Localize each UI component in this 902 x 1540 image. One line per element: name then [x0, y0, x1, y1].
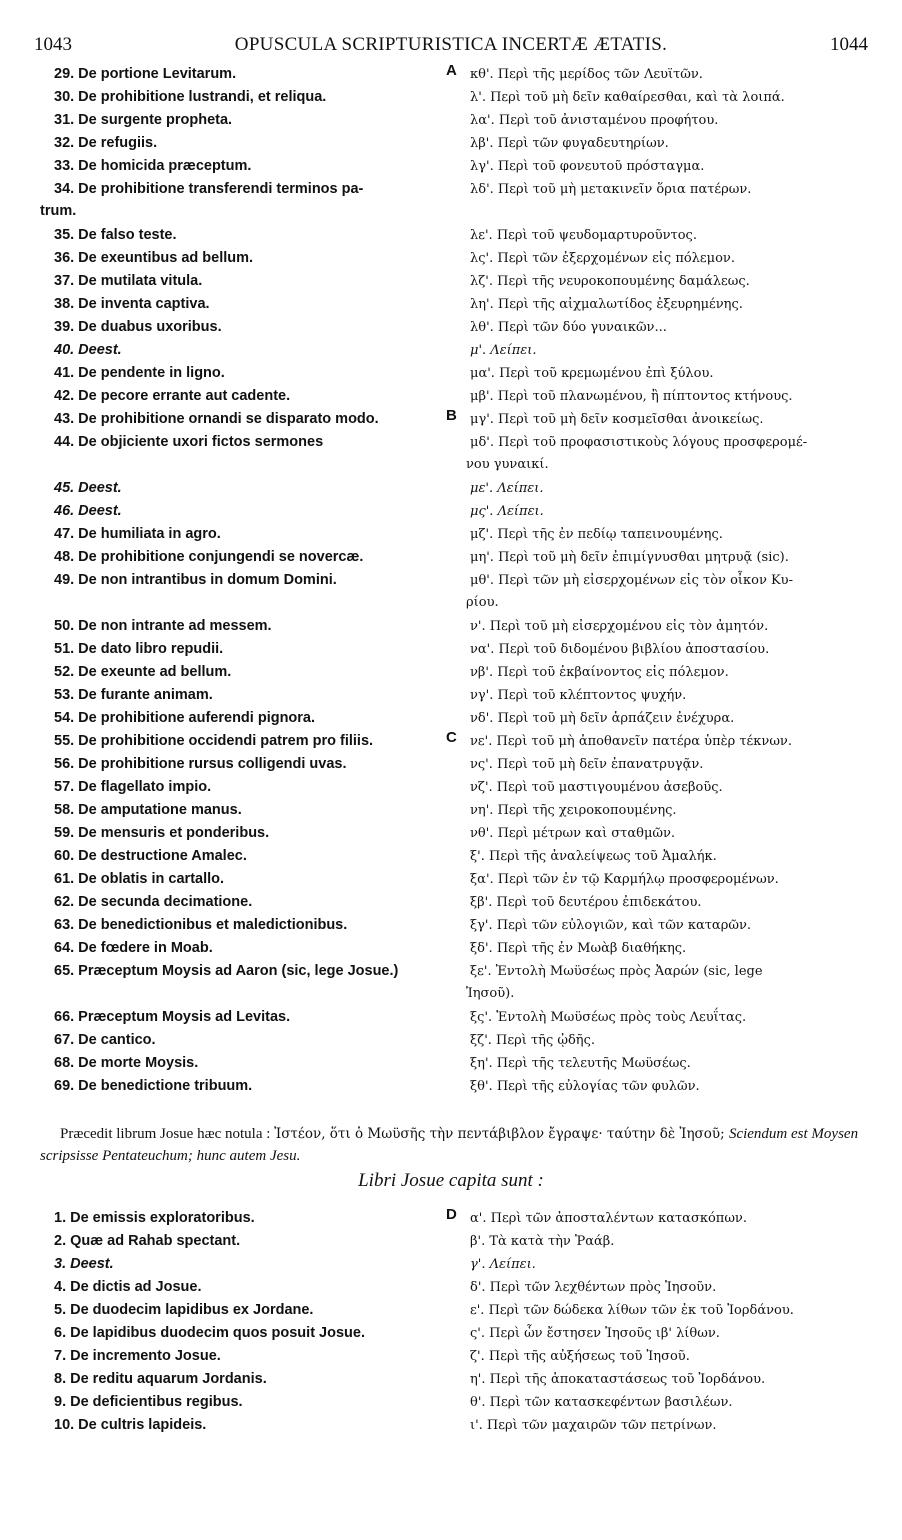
latin-entry: [40, 178, 449, 219]
latin-entry: [54, 661, 449, 683]
latin-entry: [54, 937, 449, 959]
table-row: [0, 246, 902, 269]
table-row: [0, 936, 902, 959]
latin-entry: [54, 1207, 449, 1229]
greek-entry: [470, 892, 880, 914]
latin-text: 68. De morte Moysis.: [54, 1055, 199, 1071]
latin-entry: [54, 500, 449, 522]
column-marker: A: [446, 62, 457, 79]
table-row: [0, 844, 902, 867]
latin-text: 55. De prohibitione occidendi patrem pro filiis.: [54, 733, 374, 749]
greek-entry: [470, 1369, 880, 1391]
greek-entry: [466, 570, 880, 610]
latin-text: 2. Quæ ad Rahab spectant.: [54, 1233, 241, 1249]
greek-entry: [470, 1053, 880, 1075]
table-row: [0, 1028, 902, 1051]
greek-text: ξς'. Ἐντολὴ Μωϋσέως πρὸς τοὺς Λευΐτας.: [470, 1010, 747, 1025]
latin-entry: [54, 1253, 449, 1275]
greek-text: λη'. Περὶ τῆς αἰχμαλωτίδος ἐξευρημένης.: [470, 297, 743, 312]
latin-entry: [54, 1414, 449, 1436]
greek-text: λδ'. Περὶ τοῦ μὴ μετακινεῖν ὅρια πατέρων.: [470, 182, 752, 197]
greek-entry: [470, 1300, 880, 1322]
latin-text: 52. De exeunte ad bellum.: [54, 664, 232, 680]
latin-entry: [54, 431, 449, 453]
table-row: [0, 154, 902, 177]
greek-text: ξη'. Περὶ τῆς τελευτῆς Μωϋσέως.: [470, 1056, 691, 1071]
table-row: [0, 1321, 902, 1344]
latin-entry: [54, 638, 449, 660]
latin-text: 42. De pecore errante aut cadente.: [54, 388, 291, 404]
table-row: [0, 775, 902, 798]
latin-text: 61. De oblatis in cartallo.: [54, 871, 225, 887]
latin-entry: [54, 408, 449, 430]
latin-entry: [54, 776, 449, 798]
latin-entry: [54, 684, 449, 706]
latin-entry: [54, 224, 449, 246]
greek-entry: [470, 777, 880, 799]
greek-entry: [470, 1076, 880, 1098]
latin-entry: [54, 523, 449, 545]
greek-text: νγ'. Περὶ τοῦ κλέπτοντος ψυχήν.: [470, 688, 687, 703]
table-row: [0, 821, 902, 844]
table-row: [0, 384, 902, 407]
greek-text: ι'. Περὶ τῶν μαχαιρῶν τῶν πετρίνων.: [470, 1418, 717, 1433]
latin-text: 45. Deest.: [54, 480, 122, 496]
latin-entry: [54, 845, 449, 867]
greek-text: λθ'. Περὶ τῶν δύο γυναικῶν...: [470, 320, 667, 335]
greek-entry: [470, 524, 880, 546]
latin-text: 66. Præceptum Moysis ad Levitas.: [54, 1009, 291, 1025]
greek-text: ξ'. Περὶ τῆς ἀναλείψεως τοῦ Ἀμαλήκ.: [470, 849, 717, 864]
chapter-list-deuteronomy: [0, 62, 902, 1097]
greek-entry: [470, 1392, 880, 1414]
table-row: [0, 85, 902, 108]
table-row: [0, 798, 902, 821]
greek-entry: [470, 133, 880, 155]
latin-text: 9. De deficientibus regibus.: [54, 1394, 243, 1410]
greek-text: νε'. Περὶ τοῦ μὴ ἀποθανεῖν πατέρα ὑπὲρ τέκνων.: [470, 734, 792, 749]
latin-text: 1. De emissis exploratoribus.: [54, 1210, 255, 1226]
table-row: [0, 1367, 902, 1390]
latin-text: 39. De duabus uxoribus.: [54, 319, 222, 335]
column-marker: D: [446, 1206, 457, 1223]
latin-text: 49. De non intrantibus in domum Domini.: [54, 572, 337, 588]
latin-text: 29. De portione Levitarum.: [54, 66, 237, 82]
greek-entry: [470, 915, 880, 937]
latin-entry: [54, 868, 449, 890]
table-row: [0, 1252, 902, 1275]
note-greek: Ἰστέον, ὅτι ὁ Μωϋσῆς τὴν πεντάβιβλον ἔγραψε· ταύτην δὲ Ἰησοῦ;: [274, 1126, 729, 1142]
greek-entry: [470, 869, 880, 891]
greek-entry: [466, 432, 880, 472]
table-row: [0, 131, 902, 154]
latin-text: 63. De benedictionibus et maledictionibus.: [54, 917, 348, 933]
table-row: [0, 1390, 902, 1413]
latin-entry: [54, 385, 449, 407]
table-row: [0, 269, 902, 292]
table-row: [0, 1051, 902, 1074]
greek-entry: [470, 271, 880, 293]
greek-text: μγ'. Περὶ τοῦ μὴ δεῖν κοσμεῖσθαι ἀνοικείως.: [470, 412, 764, 427]
latin-text: 31. De surgente propheta.: [54, 112, 233, 128]
greek-entry: [470, 639, 880, 661]
greek-text: νθ'. Περὶ μέτρων καὶ σταθμῶν.: [470, 826, 676, 841]
greek-text: ξδ'. Περὶ τῆς ἐν Μωὰβ διαθήκης.: [470, 941, 687, 956]
latin-entry: [54, 1230, 449, 1252]
greek-text: νη'. Περὶ τῆς χειροκοπουμένης.: [470, 803, 677, 818]
greek-text: θ'. Περὶ τῶν κατασκεφέντων βασιλέων.: [470, 1395, 733, 1410]
greek-entry: [470, 317, 880, 339]
latin-entry: [54, 477, 449, 499]
table-row: [0, 315, 902, 338]
greek-text: κθ'. Περὶ τῆς μερίδος τῶν Λευϊτῶν.: [470, 67, 703, 82]
latin-text: 7. De incremento Josue.: [54, 1348, 221, 1364]
latin-entry: [54, 1368, 449, 1390]
greek-entry: [470, 1208, 880, 1230]
latin-entry: [54, 753, 449, 775]
latin-text: 47. De humiliata in agro.: [54, 526, 221, 542]
latin-entry: [54, 730, 449, 752]
latin-entry: [54, 1006, 449, 1028]
greek-text: ν'. Περὶ τοῦ μὴ εἰσερχομένου εἰς τὸν ἀμητόν.: [470, 619, 769, 634]
table-row: [0, 522, 902, 545]
table-row: [0, 1413, 902, 1436]
greek-entry: [470, 1346, 880, 1368]
latin-text: 65. Præceptum Moysis ad Aaron (sic, lege Josue.): [54, 963, 399, 979]
greek-text: ε'. Περὶ τῶν δώδεκα λίθων τῶν ἐκ τοῦ Ἰορδάνου.: [470, 1303, 794, 1318]
greek-text: με'. Λείπει.: [470, 481, 544, 496]
latin-entry: [54, 270, 449, 292]
page-number-left: 1043: [34, 34, 72, 55]
latin-entry: [54, 914, 449, 936]
latin-text: 58. De amputatione manus.: [54, 802, 242, 818]
greek-entry: [470, 409, 880, 431]
latin-entry: [54, 86, 449, 108]
latin-entry: [54, 799, 449, 821]
latin-text: 50. De non intrante ad messem.: [54, 618, 272, 634]
greek-text: γ'. Λείπει.: [470, 1257, 536, 1272]
table-row: [0, 430, 902, 476]
table-row: [0, 1005, 902, 1028]
greek-text: λ'. Περὶ τοῦ μὴ δεῖν καθαίρεσθαι, καὶ τὰ λοιπά.: [470, 90, 785, 105]
latin-text: 30. De prohibitione lustrandi, et reliqua.: [54, 89, 327, 105]
table-row: [0, 706, 902, 729]
greek-text: η'. Περὶ τῆς ἀποκαταστάσεως τοῦ Ἰορδάνου.: [470, 1372, 766, 1387]
latin-text: 36. De exeuntibus ad bellum.: [54, 250, 254, 266]
latin-entry: [54, 155, 449, 177]
greek-entry: [470, 685, 880, 707]
greek-entry: [470, 823, 880, 845]
latin-text: 3. Deest.: [54, 1256, 114, 1272]
latin-entry: [54, 132, 449, 154]
greek-entry: [470, 938, 880, 960]
latin-entry: [54, 546, 449, 568]
greek-text: λε'. Περὶ τοῦ ψευδομαρτυροῦντος.: [470, 228, 697, 243]
greek-text: α'. Περὶ τῶν ἀποσταλέντων κατασκόπων.: [470, 1211, 747, 1226]
greek-entry: [470, 248, 880, 270]
greek-entry: [470, 294, 880, 316]
greek-entry: [470, 156, 880, 178]
greek-entry: [470, 501, 880, 523]
latin-text: 43. De prohibitione ornandi se disparato modo.: [54, 411, 379, 427]
table-row: [0, 614, 902, 637]
greek-entry: [470, 1007, 880, 1029]
latin-text: 5. De duodecim lapidibus ex Jordane.: [54, 1302, 314, 1318]
latin-text: 33. De homicida præceptum.: [54, 158, 252, 174]
greek-text: μβ'. Περὶ τοῦ πλανωμένου, ἢ πίπτοντος κτήνους.: [470, 389, 793, 404]
greek-text: ς'. Περὶ ὧν ἔστησεν Ἰησοῦς ιβ' λίθων.: [470, 1326, 720, 1341]
section-heading: Libri Josue capita sunt :: [358, 1170, 544, 1191]
table-row: [0, 499, 902, 522]
greek-text: να'. Περὶ τοῦ διδομένου βιβλίου ἀποστασίου.: [470, 642, 770, 657]
greek-entry: [470, 1323, 880, 1345]
table-row: [0, 1206, 902, 1229]
greek-text: ζ'. Περὶ τῆς αὐξήσεως τοῦ Ἰησοῦ.: [470, 1349, 690, 1364]
greek-text: μ'. Λείπει.: [470, 343, 537, 358]
table-row: [0, 545, 902, 568]
column-marker: B: [446, 407, 457, 424]
greek-text: ξζ'. Περὶ τῆς ᾠδῆς.: [470, 1033, 596, 1048]
latin-text-continued: trum.: [40, 203, 77, 219]
latin-entry: [54, 109, 449, 131]
latin-entry: [54, 293, 449, 315]
table-row: [0, 729, 902, 752]
latin-entry: [54, 1299, 449, 1321]
latin-text: 48. De prohibitione conjungendi se novercæ.: [54, 549, 364, 565]
latin-text: 56. De prohibitione rursus colligendi uvas.: [54, 756, 347, 772]
greek-entry: [470, 731, 880, 753]
latin-entry: [54, 891, 449, 913]
greek-entry: [470, 225, 880, 247]
greek-text-continued: ρίου.: [466, 595, 499, 610]
latin-text: 69. De benedictione tribuum.: [54, 1078, 253, 1094]
greek-text: λβ'. Περὶ τῶν φυγαδευτηρίων.: [470, 136, 669, 151]
table-row: [0, 890, 902, 913]
greek-entry: [470, 64, 880, 86]
table-row: [0, 361, 902, 384]
latin-text: 38. De inventa captiva.: [54, 296, 210, 312]
latin-text: 46. Deest.: [54, 503, 122, 519]
latin-text: 6. De lapidibus duodecim quos posuit Josue.: [54, 1325, 365, 1341]
greek-entry: [470, 547, 880, 569]
latin-text: 59. De mensuris et ponderibus.: [54, 825, 270, 841]
greek-text: νδ'. Περὶ τοῦ μὴ δεῖν ἁρπάζειν ἐνέχυρα.: [470, 711, 735, 726]
latin-text: 62. De secunda decimatione.: [54, 894, 253, 910]
latin-entry: [54, 1052, 449, 1074]
greek-entry: [470, 846, 880, 868]
latin-text: 41. De pendente in ligno.: [54, 365, 225, 381]
latin-entry: [54, 1276, 449, 1298]
greek-text: λζ'. Περὶ τῆς νευροκοπουμένης δαμάλεως.: [470, 274, 750, 289]
column-marker: C: [446, 729, 457, 746]
table-row: [0, 959, 902, 1005]
chapter-list-josue: [0, 1206, 902, 1436]
table-row: [0, 108, 902, 131]
page-header: [34, 34, 868, 56]
latin-entry: [54, 1029, 449, 1051]
greek-entry: [470, 110, 880, 132]
greek-entry: [470, 1231, 880, 1253]
greek-entry: [470, 616, 880, 638]
latin-entry: [54, 362, 449, 384]
greek-entry: [470, 1030, 880, 1052]
greek-entry: [470, 386, 880, 408]
greek-text: μς'. Λείπει.: [470, 504, 544, 519]
table-row: [0, 683, 902, 706]
table-row: [0, 338, 902, 361]
greek-text: μα'. Περὶ τοῦ κρεμωμένου ἐπὶ ξύλου.: [470, 366, 714, 381]
table-row: [0, 660, 902, 683]
latin-text: 44. De objiciente uxori fictos sermones: [54, 434, 324, 450]
greek-entry: [470, 1254, 880, 1276]
greek-text: λς'. Περὶ τῶν ἐξερχομένων εἰς πόλεμον.: [470, 251, 735, 266]
table-row: [0, 223, 902, 246]
greek-entry: [466, 961, 880, 1001]
latin-entry: [54, 339, 449, 361]
greek-text: μδ'. Περὶ τοῦ προφασιστικοὺς λόγους προσφερομέ-: [470, 435, 808, 450]
table-row: [0, 476, 902, 499]
table-row: [0, 177, 902, 223]
latin-entry: [54, 316, 449, 338]
greek-text: μθ'. Περὶ τῶν μὴ εἰσερχομένων εἰς τὸν οἶκον Κυ-: [470, 573, 793, 588]
greek-text: μη'. Περὶ τοῦ μὴ δεῖν ἐπιμίγνυσθαι μητρυᾷ (sic).: [470, 550, 789, 565]
table-row: [0, 292, 902, 315]
greek-entry: [470, 1415, 880, 1437]
running-title: OPUSCULA SCRIPTURISTICA INCERTÆ ÆTATIS.: [234, 34, 668, 55]
latin-text: 57. De flagellato impio.: [54, 779, 212, 795]
greek-text: μζ'. Περὶ τῆς ἐν πεδίῳ ταπεινουμένης.: [470, 527, 723, 542]
table-row: [0, 1229, 902, 1252]
table-row: [0, 752, 902, 775]
greek-entry: [470, 662, 880, 684]
greek-entry: [470, 478, 880, 500]
table-row: [0, 637, 902, 660]
latin-text: 40. Deest.: [54, 342, 122, 358]
latin-text: 10. De cultris lapideis.: [54, 1417, 207, 1433]
greek-entry: [470, 800, 880, 822]
table-row: [0, 568, 902, 614]
latin-text: 67. De cantico.: [54, 1032, 156, 1048]
greek-text-continued: Ἰησοῦ).: [466, 986, 515, 1001]
note-paragraph: [40, 1123, 880, 1167]
greek-text: ξε'. Ἐντολὴ Μωϋσέως πρὸς Ἀαρών (sic, lege: [470, 964, 763, 979]
latin-entry: [54, 707, 449, 729]
latin-entry: [54, 615, 449, 637]
latin-entry: [54, 960, 449, 982]
greek-entry: [470, 363, 880, 385]
greek-text: β'. Τὰ κατὰ τὴν Ῥαάβ.: [470, 1234, 615, 1249]
note-intro: Præcedit librum Josue hæc notula :: [60, 1126, 275, 1142]
greek-entry: [470, 708, 880, 730]
latin-text: 51. De dato libro repudii.: [54, 641, 224, 657]
table-row: [0, 62, 902, 85]
latin-text: 54. De prohibitione auferendi pignora.: [54, 710, 316, 726]
latin-entry: [54, 247, 449, 269]
latin-text: 37. De mutilata vitula.: [54, 273, 203, 289]
greek-text: ξθ'. Περὶ τῆς εὐλογίας τῶν φυλῶν.: [470, 1079, 700, 1094]
table-row: [0, 913, 902, 936]
note-latin: Sciendum est Moysen scripsisse Pentateuchum; hunc autem Jesu.: [40, 1126, 859, 1164]
greek-entry: [470, 340, 880, 362]
table-row: [0, 867, 902, 890]
latin-entry: [54, 1391, 449, 1413]
latin-entry: [54, 1322, 449, 1344]
greek-text: λγ'. Περὶ τοῦ φονευτοῦ πρόσταγμα.: [470, 159, 705, 174]
greek-text: νβ'. Περὶ τοῦ ἐκβαίνοντος εἰς πόλεμον.: [470, 665, 729, 680]
latin-entry: [54, 569, 449, 591]
latin-text: 64. De fœdere in Moab.: [54, 940, 213, 956]
greek-text: νζ'. Περὶ τοῦ μαστιγουμένου ἀσεβοῦς.: [470, 780, 723, 795]
greek-text: λα'. Περὶ τοῦ ἀνισταμένου προφήτου.: [470, 113, 719, 128]
latin-entry: [54, 1345, 449, 1367]
greek-entry: [470, 754, 880, 776]
latin-entry: [54, 1075, 449, 1097]
table-row: [0, 1298, 902, 1321]
greek-text: ξγ'. Περὶ τῶν εὐλογιῶν, καὶ τῶν καταρῶν.: [470, 918, 751, 933]
latin-text: 32. De refugiis.: [54, 135, 158, 151]
greek-entry: [470, 87, 880, 109]
page-number-right: 1044: [830, 34, 868, 55]
latin-entry: [54, 822, 449, 844]
table-row: [0, 1344, 902, 1367]
latin-text: 53. De furante animam.: [54, 687, 213, 703]
latin-text: 4. De dictis ad Josue.: [54, 1279, 202, 1295]
greek-entry: [470, 179, 880, 201]
latin-text: 8. De reditu aquarum Jordanis.: [54, 1371, 267, 1387]
greek-text: ξα'. Περὶ τῶν ἐν τῷ Καρμήλῳ προσφερομένων.: [470, 872, 779, 887]
greek-text-continued: νου γυναικί.: [466, 457, 549, 472]
greek-text: νς'. Περὶ τοῦ μὴ δεῖν ἐπανατρυγᾷν.: [470, 757, 704, 772]
table-row: [0, 1275, 902, 1298]
latin-entry: [54, 63, 449, 85]
latin-text: 35. De falso teste.: [54, 227, 177, 243]
table-row: [0, 1074, 902, 1097]
latin-text: 34. De prohibitione transferendi terminos pa-: [54, 181, 364, 197]
greek-entry: [470, 1277, 880, 1299]
greek-text: ξβ'. Περὶ τοῦ δευτέρου ἐπιδεκάτου.: [470, 895, 702, 910]
table-row: [0, 407, 902, 430]
greek-text: δ'. Περὶ τῶν λεχθέντων πρὸς Ἰησοῦν.: [470, 1280, 717, 1295]
latin-text: 60. De destructione Amalec.: [54, 848, 247, 864]
